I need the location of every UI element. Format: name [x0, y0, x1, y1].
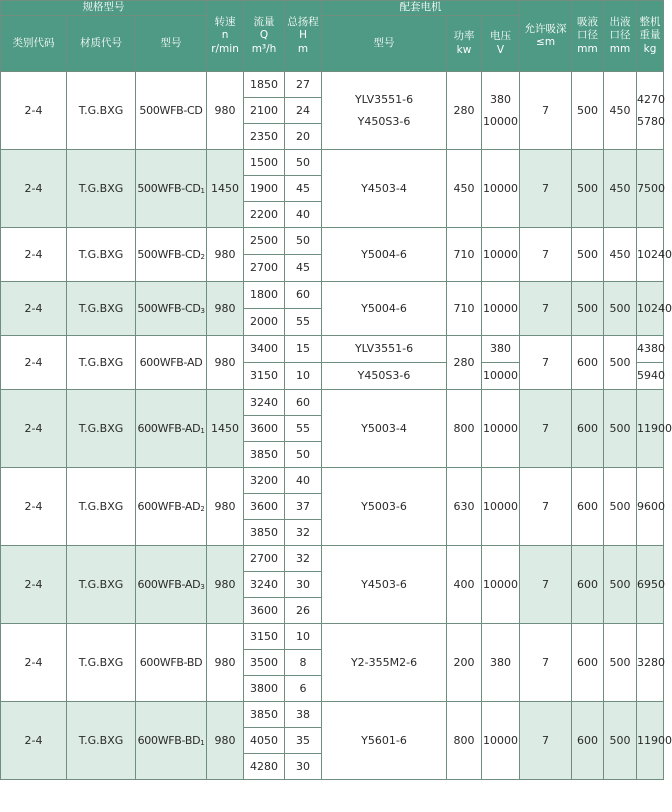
flow-cell: 2350	[244, 124, 285, 150]
flow-cell: 3500	[244, 650, 285, 676]
category-code-cell: 2-4	[1, 282, 67, 336]
weight-cell	[637, 282, 672, 336]
header-model: 型号	[136, 16, 207, 72]
model-name: 600WFB-AD	[137, 577, 201, 591]
power-cell: 630	[447, 468, 482, 546]
weight-cell	[637, 72, 664, 150]
speed-cell: 1450	[207, 150, 244, 228]
motor-model-line: Y5003-6	[361, 499, 407, 513]
speed-cell: 980	[207, 624, 244, 702]
model-name: 600WFB-BD	[139, 655, 203, 669]
power-cell: 400	[447, 546, 482, 624]
voltage-line: 10000	[483, 421, 519, 435]
weight-line: 10240	[637, 301, 672, 315]
model-cell	[136, 468, 207, 546]
suction-cell: 7	[520, 624, 572, 702]
motor-model-cell: YLV3551-6	[322, 336, 447, 363]
table-row	[1, 150, 664, 176]
head-cell: 40	[285, 468, 322, 494]
flow-cell: 3240	[244, 572, 285, 598]
motor-model-line: Y5004-6	[361, 301, 407, 315]
flow-cell: 3150	[244, 363, 285, 390]
voltage-line: 10000	[483, 733, 519, 747]
motor-model-cell	[322, 390, 447, 468]
model-name: 500WFB-CD	[137, 301, 201, 315]
category-code-cell: 2-4	[1, 468, 67, 546]
weight-cell: 4380	[637, 336, 664, 363]
speed-cell: 980	[207, 282, 244, 336]
table-row	[1, 468, 664, 494]
speed-cell: 980	[207, 228, 244, 282]
table-row	[1, 72, 664, 98]
voltage-cell	[482, 624, 520, 702]
category-code-cell: 2-4	[1, 546, 67, 624]
flow-cell: 2700	[244, 255, 285, 282]
power-cell: 200	[447, 624, 482, 702]
speed-cell: 980	[207, 546, 244, 624]
motor-model-line: YLV3551-6	[354, 92, 414, 106]
flow-cell: 3850	[244, 520, 285, 546]
head-cell: 45	[285, 255, 322, 282]
header-head: 总扬程 H m	[285, 1, 322, 72]
voltage-line: 10000	[483, 114, 519, 128]
head-cell: 30	[285, 754, 322, 780]
weight-cell	[637, 150, 664, 228]
outlet-cell: 500	[604, 468, 637, 546]
head-cell: 6	[285, 676, 322, 702]
table-row	[1, 336, 664, 363]
weight-line: 10240	[637, 247, 672, 261]
model-name: 600WFB-AD	[139, 355, 203, 369]
category-code-cell: 2-4	[1, 390, 67, 468]
voltage-cell	[482, 150, 520, 228]
header-suction: 允许吸深 ≤m	[520, 1, 572, 72]
inlet-cell: 500	[572, 228, 604, 282]
weight-line: 4270	[637, 92, 666, 106]
inlet-cell: 600	[572, 546, 604, 624]
model-cell	[136, 702, 207, 780]
motor-model-line: Y4503-4	[361, 181, 407, 195]
material-code-cell: T.G.BXG	[67, 546, 136, 624]
model-cell	[136, 150, 207, 228]
flow-cell: 3850	[244, 442, 285, 468]
power-cell: 800	[447, 702, 482, 780]
voltage-line: 10000	[483, 247, 519, 261]
speed-cell: 980	[207, 702, 244, 780]
weight-line: 9600	[637, 499, 666, 513]
material-code-cell: T.G.BXG	[67, 336, 136, 390]
flow-cell: 1800	[244, 282, 285, 309]
header-weight: 整机 重量 kg	[637, 1, 664, 72]
outlet-cell: 500	[604, 624, 637, 702]
material-code-cell: T.G.BXG	[67, 72, 136, 150]
suction-cell: 7	[520, 72, 572, 150]
model-subscript: 3	[200, 582, 205, 591]
weight-line: 7500	[637, 181, 666, 195]
category-code-cell: 2-4	[1, 624, 67, 702]
category-code-cell: 2-4	[1, 336, 67, 390]
voltage-cell	[482, 468, 520, 546]
flow-cell: 3150	[244, 624, 285, 650]
head-cell: 15	[285, 336, 322, 363]
motor-model-line: Y5003-4	[361, 421, 407, 435]
flow-cell: 3800	[244, 676, 285, 702]
header-group-motor: 配套电机	[322, 1, 520, 16]
model-name: 500WFB-CD	[137, 247, 201, 261]
voltage-cell: 10000	[482, 363, 520, 390]
head-cell: 8	[285, 650, 322, 676]
inlet-cell: 600	[572, 336, 604, 390]
voltage-cell	[482, 72, 520, 150]
power-cell: 710	[447, 228, 482, 282]
model-name: 600WFB-BD	[137, 733, 201, 747]
outlet-cell: 450	[604, 150, 637, 228]
model-cell	[136, 546, 207, 624]
motor-model-cell	[322, 282, 447, 336]
power-cell: 450	[447, 150, 482, 228]
model-subscript: 1	[200, 426, 205, 435]
power-cell: 280	[447, 72, 482, 150]
model-cell	[136, 390, 207, 468]
model-subscript: 1	[200, 738, 205, 747]
head-cell: 45	[285, 176, 322, 202]
motor-model-cell	[322, 702, 447, 780]
model-subscript: 2	[200, 252, 205, 261]
header-group-spec: 规格型号	[1, 1, 207, 16]
speed-cell: 980	[207, 72, 244, 150]
table-row	[1, 624, 664, 650]
table-row	[1, 228, 664, 255]
inlet-cell: 600	[572, 468, 604, 546]
motor-model-line: Y5601-6	[361, 733, 407, 747]
head-cell: 30	[285, 572, 322, 598]
head-cell: 55	[285, 309, 322, 336]
motor-model-cell	[322, 624, 447, 702]
inlet-cell: 600	[572, 390, 604, 468]
motor-model-cell	[322, 228, 447, 282]
weight-cell	[637, 546, 664, 624]
voltage-line: 10000	[483, 577, 519, 591]
flow-cell: 3600	[244, 598, 285, 624]
motor-model-cell	[322, 72, 447, 150]
header-outlet: 出液 口径 mm	[604, 1, 637, 72]
flow-cell: 1850	[244, 72, 285, 98]
voltage-cell	[482, 282, 520, 336]
flow-cell: 1900	[244, 176, 285, 202]
model-cell	[136, 336, 207, 390]
inlet-cell: 600	[572, 702, 604, 780]
voltage-line: 10000	[483, 499, 519, 513]
head-cell: 26	[285, 598, 322, 624]
weight-cell	[637, 228, 672, 282]
weight-line: 3280	[637, 655, 666, 669]
table-row	[1, 282, 664, 309]
model-cell	[136, 624, 207, 702]
voltage-cell: 380	[482, 336, 520, 363]
material-code-cell: T.G.BXG	[67, 150, 136, 228]
header-speed: 转速 n r/min	[207, 1, 244, 72]
header-power: 功率 kw	[447, 16, 482, 72]
weight-line: 11900	[637, 733, 672, 747]
head-cell: 37	[285, 494, 322, 520]
flow-cell: 3850	[244, 702, 285, 728]
speed-cell: 980	[207, 468, 244, 546]
header-inlet: 吸液 口径 mm	[572, 1, 604, 72]
motor-model-line: Y450S3-6	[357, 114, 411, 128]
weight-line: 5780	[637, 114, 666, 128]
head-cell: 32	[285, 520, 322, 546]
speed-cell: 1450	[207, 390, 244, 468]
flow-cell: 3600	[244, 494, 285, 520]
motor-model-cell	[322, 546, 447, 624]
model-name: 500WFB-CD	[139, 103, 203, 117]
material-code-cell: T.G.BXG	[67, 624, 136, 702]
weight-cell	[637, 624, 664, 702]
voltage-line: 380	[490, 92, 512, 106]
suction-cell: 7	[520, 336, 572, 390]
material-code-cell: T.G.BXG	[67, 228, 136, 282]
weight-line: 6950	[637, 577, 666, 591]
model-name: 600WFB-AD	[137, 499, 201, 513]
motor-model-cell	[322, 468, 447, 546]
category-code-cell: 2-4	[1, 702, 67, 780]
flow-cell: 4050	[244, 728, 285, 754]
outlet-cell: 500	[604, 546, 637, 624]
head-cell: 60	[285, 282, 322, 309]
weight-cell	[637, 390, 672, 468]
head-cell: 50	[285, 150, 322, 176]
inlet-cell: 500	[572, 282, 604, 336]
weight-cell	[637, 702, 672, 780]
flow-cell: 2700	[244, 546, 285, 572]
model-cell	[136, 282, 207, 336]
motor-model-cell	[322, 150, 447, 228]
material-code-cell: T.G.BXG	[67, 468, 136, 546]
model-name: 600WFB-AD	[137, 421, 201, 435]
header-flow: 流量 Q m³/h	[244, 1, 285, 72]
table-row	[1, 546, 664, 572]
spec-table-body	[1, 72, 672, 780]
head-cell: 40	[285, 202, 322, 228]
flow-cell: 2500	[244, 228, 285, 255]
header-material-code: 材质代号	[67, 16, 136, 72]
speed-cell: 980	[207, 336, 244, 390]
table-row	[1, 702, 664, 728]
motor-model-cell: Y450S3-6	[322, 363, 447, 390]
voltage-line: 10000	[483, 301, 519, 315]
header-motor-model: 型号	[322, 16, 447, 72]
head-cell: 10	[285, 624, 322, 650]
head-cell: 38	[285, 702, 322, 728]
model-cell	[136, 228, 207, 282]
outlet-cell: 450	[604, 72, 637, 150]
head-cell: 50	[285, 442, 322, 468]
model-subscript: 3	[200, 306, 205, 315]
model-cell	[136, 72, 207, 150]
material-code-cell: T.G.BXG	[67, 702, 136, 780]
head-cell: 50	[285, 228, 322, 255]
flow-cell: 3240	[244, 390, 285, 416]
voltage-cell	[482, 390, 520, 468]
motor-model-line: Y4503-6	[361, 577, 407, 591]
voltage-cell	[482, 546, 520, 624]
head-cell: 20	[285, 124, 322, 150]
table-row	[1, 390, 664, 416]
flow-cell: 2000	[244, 309, 285, 336]
flow-cell: 3400	[244, 336, 285, 363]
power-cell: 800	[447, 390, 482, 468]
material-code-cell: T.G.BXG	[67, 282, 136, 336]
model-name: 500WFB-CD	[137, 181, 201, 195]
flow-cell: 2100	[244, 98, 285, 124]
weight-cell	[637, 468, 664, 546]
suction-cell: 7	[520, 282, 572, 336]
power-cell: 280	[447, 336, 482, 390]
header-category-code: 类别代码	[1, 16, 67, 72]
material-code-cell: T.G.BXG	[67, 390, 136, 468]
suction-cell: 7	[520, 546, 572, 624]
outlet-cell: 450	[604, 228, 637, 282]
voltage-line: 10000	[483, 181, 519, 195]
category-code-cell: 2-4	[1, 228, 67, 282]
outlet-cell: 500	[604, 336, 637, 390]
inlet-cell: 600	[572, 624, 604, 702]
voltage-cell	[482, 228, 520, 282]
flow-cell: 3200	[244, 468, 285, 494]
head-cell: 10	[285, 363, 322, 390]
head-cell: 27	[285, 72, 322, 98]
voltage-line: 380	[490, 655, 512, 669]
header-row-groups	[1, 1, 664, 16]
header-voltage: 电压 V	[482, 16, 520, 72]
head-cell: 32	[285, 546, 322, 572]
category-code-cell: 2-4	[1, 150, 67, 228]
flow-cell: 3600	[244, 416, 285, 442]
suction-cell: 7	[520, 228, 572, 282]
voltage-cell	[482, 702, 520, 780]
head-cell: 60	[285, 390, 322, 416]
head-cell: 55	[285, 416, 322, 442]
inlet-cell: 500	[572, 150, 604, 228]
suction-cell: 7	[520, 468, 572, 546]
head-cell: 24	[285, 98, 322, 124]
suction-cell: 7	[520, 702, 572, 780]
category-code-cell: 2-4	[1, 72, 67, 150]
suction-cell: 7	[520, 390, 572, 468]
outlet-cell: 500	[604, 282, 637, 336]
flow-cell: 1500	[244, 150, 285, 176]
flow-cell: 2200	[244, 202, 285, 228]
model-subscript: 1	[200, 186, 205, 195]
outlet-cell: 500	[604, 702, 637, 780]
motor-model-line: Y5004-6	[361, 247, 407, 261]
weight-cell: 5940	[637, 363, 664, 390]
motor-model-line: Y2-355M2-6	[350, 655, 418, 669]
weight-line: 11900	[637, 421, 672, 435]
suction-cell: 7	[520, 150, 572, 228]
model-subscript: 2	[200, 504, 205, 513]
power-cell: 710	[447, 282, 482, 336]
outlet-cell: 500	[604, 390, 637, 468]
head-cell: 35	[285, 728, 322, 754]
inlet-cell: 500	[572, 72, 604, 150]
flow-cell: 4280	[244, 754, 285, 780]
